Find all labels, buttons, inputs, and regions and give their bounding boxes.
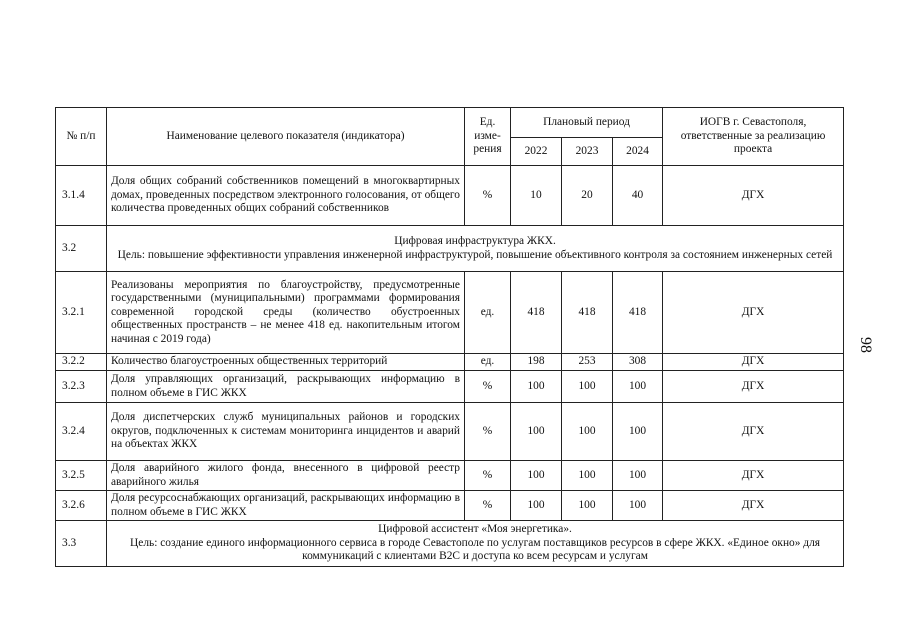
row-indicator-name: Доля диспетчерских служб муниципальных районов и городских округов, подключенных к системам мониторинга инцидентов и аварий на объектах ЖКХ: [107, 403, 465, 461]
header-unit: Ед. изме-рения: [465, 108, 511, 166]
row-value-2024: 100: [613, 371, 663, 403]
row-value-2023: 253: [562, 354, 613, 371]
row-unit: %: [465, 491, 511, 521]
row-responsible: ДГХ: [663, 272, 844, 354]
table-row: [56, 461, 844, 491]
row-unit: ед.: [465, 272, 511, 354]
row-unit: %: [465, 461, 511, 491]
header-period: Плановый период: [511, 108, 663, 138]
row-num: 3.2.3: [56, 371, 107, 403]
row-num: 3.1.4: [56, 166, 107, 226]
section-cell: [107, 521, 844, 567]
row-value-2022: 100: [511, 403, 562, 461]
table-row: [56, 371, 844, 403]
row-value-2024: 100: [613, 403, 663, 461]
row-num: 3.2.4: [56, 403, 107, 461]
row-value-2022: 10: [511, 166, 562, 226]
header-num: № п/п: [56, 108, 107, 166]
row-value-2024: 40: [613, 166, 663, 226]
row-value-2024: 308: [613, 354, 663, 371]
row-value-2022: 100: [511, 461, 562, 491]
header-name: Наименование целевого показателя (индикатора): [107, 108, 465, 166]
row-unit: %: [465, 403, 511, 461]
row-indicator-name: Доля ресурсоснабжающих организаций, раскрывающих информацию в полном объеме в ГИС ЖКХ: [107, 491, 465, 521]
row-responsible: ДГХ: [663, 403, 844, 461]
header-year-2022: 2022: [511, 138, 562, 166]
section-goal: Цель: создание единого информационного сервиса в городе Севастополе по услугам поставщиков ресурсов в сфере ЖКХ. «Единое окно» для коммуникаций с клиентами B2C и доступа ко всем ресурсам и услугам: [130, 536, 820, 563]
table-row: [56, 491, 844, 521]
row-num: 3.2.5: [56, 461, 107, 491]
row-value-2024: 418: [613, 272, 663, 354]
row-value-2023: 100: [562, 461, 613, 491]
header-year-2023: 2023: [562, 138, 613, 166]
row-responsible: ДГХ: [663, 371, 844, 403]
row-indicator-name: Количество благоустроенных общественных территорий: [107, 354, 465, 371]
row-value-2023: 20: [562, 166, 613, 226]
section-cell: [107, 226, 844, 272]
row-unit: ед.: [465, 354, 511, 371]
row-indicator-name: Реализованы мероприятия по благоустройству, предусмотренные государственными (муниципальными) программами формирования современной городской среды (количество обустроенных общественных пространств – не менее 418 ед. накопительным итогом начиная с 2019 года): [107, 272, 465, 354]
table-row: [56, 166, 844, 226]
row-num: 3.2.6: [56, 491, 107, 521]
row-value-2023: 418: [562, 272, 613, 354]
row-value-2022: 100: [511, 371, 562, 403]
page-number: 98: [857, 337, 874, 353]
table-row: [56, 403, 844, 461]
row-indicator-name: Доля общих собраний собственников помещений в многоквартирных домах, проведенных посредством электронного голосования, от общего количества проведенных общих собраний собственников: [107, 166, 465, 226]
row-unit: %: [465, 166, 511, 226]
row-unit: %: [465, 371, 511, 403]
row-value-2023: 100: [562, 491, 613, 521]
row-indicator-name: Доля управляющих организаций, раскрывающих информацию в полном объеме в ГИС ЖКХ: [107, 371, 465, 403]
row-responsible: ДГХ: [663, 461, 844, 491]
section-num: 3.2: [56, 226, 107, 272]
header-responsible: ИОГВ г. Севастополя, ответственные за реализацию проекта: [663, 108, 844, 166]
row-num: 3.2.2: [56, 354, 107, 371]
row-value-2023: 100: [562, 403, 613, 461]
row-num: 3.2.1: [56, 272, 107, 354]
section-row: [56, 521, 844, 567]
row-responsible: ДГХ: [663, 354, 844, 371]
row-indicator-name: Доля аварийного жилого фонда, внесенного в цифровой реестр аварийного жилья: [107, 461, 465, 491]
table-row: [56, 272, 844, 354]
row-value-2024: 100: [613, 461, 663, 491]
section-title: Цифровая инфраструктура ЖКХ.: [394, 235, 556, 247]
section-goal: Цель: повышение эффективности управления инженерной инфраструктурой, повышение объективного контроля за состоянием инженерных сетей: [117, 248, 833, 261]
section-num: 3.3: [56, 521, 107, 567]
row-value-2023: 100: [562, 371, 613, 403]
section-row: [56, 226, 844, 272]
indicators-table: [55, 107, 844, 567]
row-value-2024: 100: [613, 491, 663, 521]
row-value-2022: 198: [511, 354, 562, 371]
row-value-2022: 418: [511, 272, 562, 354]
row-responsible: ДГХ: [663, 166, 844, 226]
header-year-2024: 2024: [613, 138, 663, 166]
row-value-2022: 100: [511, 491, 562, 521]
table-row: [56, 354, 844, 371]
row-responsible: ДГХ: [663, 491, 844, 521]
section-title: Цифровой ассистент «Моя энергетика».: [378, 523, 572, 536]
